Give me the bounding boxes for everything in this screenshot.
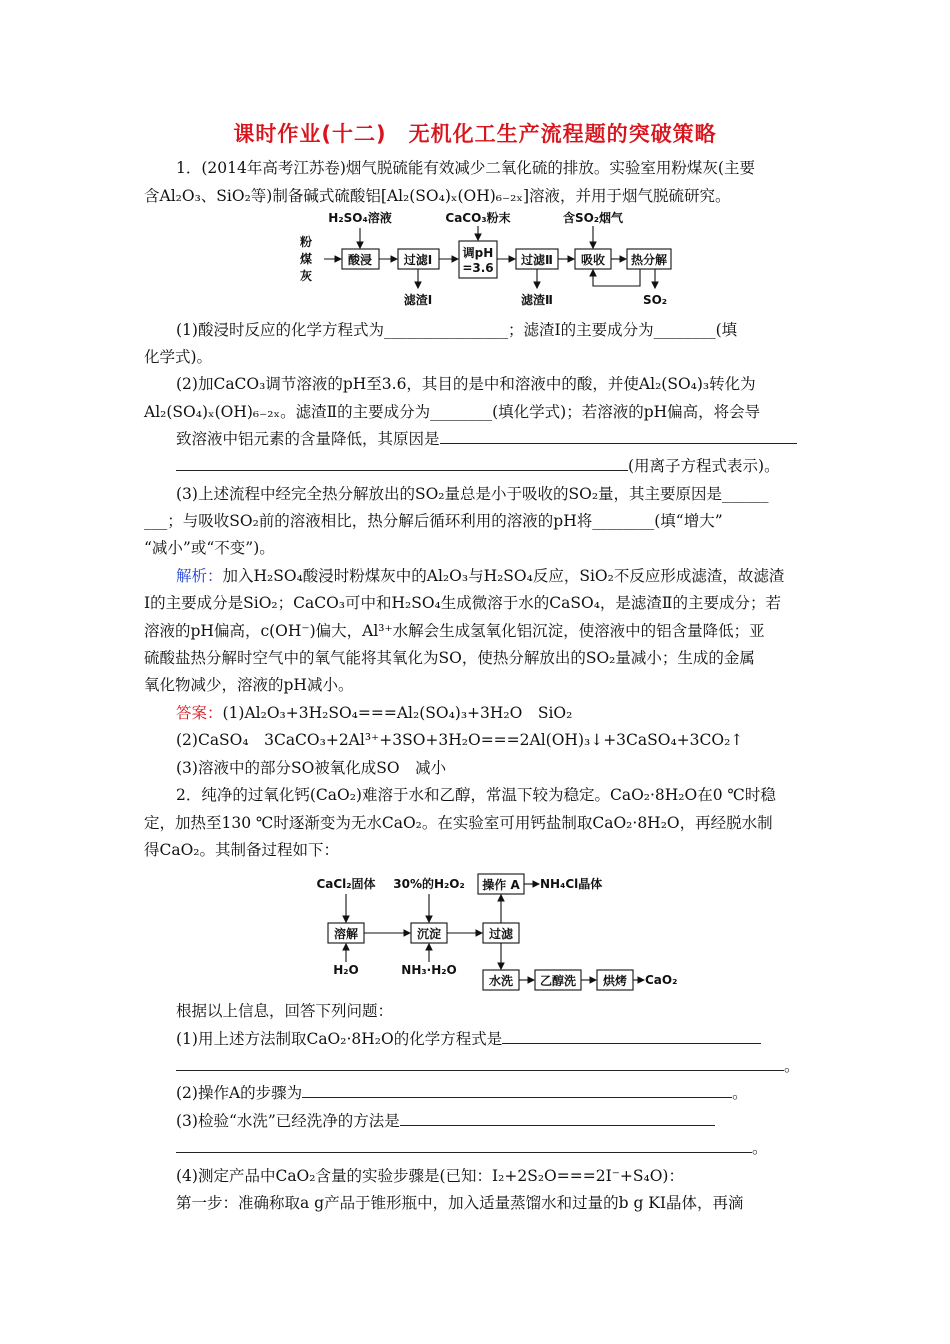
q1-part2-line3 bbox=[176, 429, 797, 449]
q2-box1-label: 溶解 bbox=[333, 927, 359, 941]
q1-analysis-line4: 硫酸盐热分解时空气中的氧气能将其氧化为SO，使热分解放出的SO₂量减小；生成的金属 bbox=[144, 649, 755, 667]
q2-part2-line bbox=[176, 1083, 748, 1103]
answer-blank[interactable] bbox=[176, 1138, 752, 1153]
answer-blank[interactable] bbox=[440, 429, 797, 444]
q2-period-3: 。 bbox=[752, 1139, 768, 1157]
q1-reagent-caco3: CaCO₃粉末 bbox=[445, 211, 511, 225]
q1-analysis-line1 bbox=[176, 566, 784, 586]
q2-period-1: 。 bbox=[784, 1057, 800, 1075]
answer-blank[interactable] bbox=[176, 1056, 784, 1071]
q2-box2-label: 沉淀 bbox=[416, 927, 442, 941]
answer-blank[interactable] bbox=[400, 1111, 715, 1126]
answer-blank[interactable] bbox=[176, 456, 628, 471]
q1-answer-line1 bbox=[176, 703, 572, 723]
q1-out-residue1: 滤渣Ⅰ bbox=[403, 293, 433, 307]
q2-box6-label: 乙醇洗 bbox=[539, 974, 577, 988]
q2-input-water: H₂O bbox=[333, 963, 359, 977]
analysis-label: 解析： bbox=[176, 567, 223, 585]
q1-part2-line1: (2)加CaCO₃调节溶液的pH至3.6，其目的是中和溶液中的酸，并使Al₂(SO₄)₃转化为 bbox=[176, 375, 756, 393]
q1-box3-label-a: 调pH bbox=[462, 246, 494, 260]
q1-part3-line3: “减小”或“不变”)。 bbox=[144, 539, 275, 557]
q2-part2-text: (2)操作A的步骤为 bbox=[176, 1084, 303, 1102]
q1-box3-label-b: =3.6 bbox=[462, 261, 494, 275]
q2-box7-label: 烘烤 bbox=[602, 974, 628, 988]
q1-out-residue2: 滤渣Ⅱ bbox=[521, 293, 553, 307]
q1-analysis-line3: 溶液的pH偏高，c(OH⁻)偏大，Al³⁺水解会生成氢氧化铝沉淀，使溶液中的铝含量降低；亚 bbox=[144, 622, 765, 640]
q1-part2-line4 bbox=[176, 456, 780, 476]
q2-input-cacl2: CaCl₂固体 bbox=[316, 877, 376, 891]
q2-out-cao2: CaO₂ bbox=[645, 973, 678, 987]
q1-analysis-line2: Ⅰ的主要成分是SiO₂；CaCO₃可中和H₂SO₄生成微溶于水的CaSO₄，是滤渣Ⅱ的主要成分；若 bbox=[144, 594, 781, 612]
q1-feed-3: 灰 bbox=[300, 269, 313, 283]
q2-part1-line1 bbox=[176, 1029, 761, 1049]
q2-part1-text: (1)用上述方法制取CaO₂·8H₂O的化学方程式是 bbox=[176, 1030, 503, 1048]
q1-box6-label: 热分解 bbox=[630, 253, 668, 267]
q2-part3-line1 bbox=[176, 1111, 715, 1131]
q1-reagent-so2-gas: 含SO₂烟气 bbox=[562, 211, 624, 225]
q1-part3-line2: ___；与吸收SO₂前的溶液相比，热分解后循环利用的溶液的pH将________(填“增大” bbox=[144, 512, 723, 530]
q1-analysis-line5: 氧化物减少，溶液的pH减小。 bbox=[144, 676, 354, 694]
q1-box4-label: 过滤Ⅱ bbox=[521, 253, 553, 267]
q2-intro: 根据以上信息，回答下列问题： bbox=[176, 1002, 394, 1020]
q2-input-h2o2: 30%的H₂O₂ bbox=[393, 877, 465, 891]
q1-box2-label: 过滤Ⅰ bbox=[403, 253, 433, 267]
q1-part2-line3-text: 致溶液中铝元素的含量降低，其原因是 bbox=[176, 430, 440, 448]
q2-stem-line1: 2．纯净的过氧化钙(CaO₂)难溶于水和乙醇，常温下较为稳定。CaO₂·8H₂O在0 ℃时稳 bbox=[176, 786, 776, 804]
q1-box1-label: 酸浸 bbox=[347, 253, 373, 267]
q2-part3-line2 bbox=[176, 1138, 768, 1158]
q1-feed-1: 粉 bbox=[300, 235, 313, 249]
answer-label: 答案： bbox=[176, 704, 223, 722]
q2-step1-line: 第一步：准确称取a g产品于锥形瓶中，加入适量蒸馏水和过量的b g KI晶体，再滴 bbox=[176, 1194, 744, 1212]
q2-box4-label: 操作 A bbox=[482, 878, 520, 892]
q2-stem-line3: 得CaO₂。其制备过程如下： bbox=[144, 841, 340, 859]
q1-answer-line2: (2)CaSO₄ 3CaCO₃+2Al³⁺+3SO+3H₂O===2Al(OH)₃↓+3CaSO₄+3CO₂↑ bbox=[176, 731, 744, 749]
q2-part4-line: (4)测定产品中CaO₂含量的实验步骤是(已知：I₂+2S₂O===2I⁻+S₄O)： bbox=[176, 1167, 684, 1185]
q2-input-ammonia: NH₃·H₂O bbox=[401, 963, 457, 977]
q2-box3-label: 过滤 bbox=[488, 927, 514, 941]
q1-part2-line2: Al₂(SO₄)ₓ(OH)₆₋₂ₓ。滤渣Ⅱ的主要成分为________(填化学式)；若溶液的pH偏高，将会导 bbox=[144, 403, 761, 421]
q1-out-so2: SO₂ bbox=[642, 293, 668, 307]
q2-period-2: 。 bbox=[732, 1084, 748, 1102]
q1-box5-label: 吸收 bbox=[580, 253, 606, 267]
q2-out-nh4cl: NH₄Cl晶体 bbox=[540, 877, 603, 891]
page-title: 课时作业(十二) 无机化工生产流程题的突破策略 bbox=[233, 122, 717, 146]
answer-text-1: (1)Al₂O₃+3H₂SO₄===Al₂(SO₄)₃+3H₂O SiO₂ bbox=[222, 704, 573, 722]
q1-reagent-h2so4: H₂SO₄溶液 bbox=[328, 211, 392, 225]
q2-stem-line2: 定，加热至130 ℃时逐渐变为无水CaO₂。在实验室可用钙盐制取CaO₂·8H₂O，再经脱水制 bbox=[144, 814, 773, 832]
answer-blank[interactable] bbox=[302, 1083, 732, 1098]
q1-part1-line1: (1)酸浸时反应的化学方程式为________________；滤渣Ⅰ的主要成分为________(填 bbox=[176, 321, 738, 339]
q2-part1-line2 bbox=[176, 1056, 800, 1076]
q1-part1-line2: 化学式)。 bbox=[144, 348, 213, 366]
q2-flow-diagram bbox=[310, 866, 680, 996]
q1-stem-line1: 1．(2014年高考江苏卷)烟气脱硫能有效减少二氧化硫的排放。实验室用粉煤灰(主要 bbox=[176, 159, 755, 177]
q2-box5-label: 水洗 bbox=[488, 974, 514, 988]
q1-part2-line4-text: (用离子方程式表示)。 bbox=[628, 457, 780, 475]
q1-flow-diagram bbox=[300, 208, 690, 312]
answer-blank[interactable] bbox=[502, 1029, 761, 1044]
q1-part3-line1: (3)上述流程中经完全热分解放出的SO₂量总是小于吸收的SO₂量，其主要原因是______ bbox=[176, 485, 769, 503]
analysis-text-1: 加入H₂SO₄酸浸时粉煤灰中的Al₂O₃与H₂SO₄反应，SiO₂不反应形成滤渣，故滤渣 bbox=[222, 567, 785, 585]
q2-part3-text: (3)检验“水洗”已经洗净的方法是 bbox=[176, 1112, 400, 1130]
q1-stem-line2: 含Al₂O₃、SiO₂等)制备碱式硫酸铝[Al₂(SO₄)ₓ(OH)₆₋₂ₓ]溶液，并用于烟气脱硫研究。 bbox=[144, 187, 731, 205]
q1-feed-2: 煤 bbox=[300, 252, 313, 266]
q1-answer-line3: (3)溶液中的部分SO被氧化成SO 减小 bbox=[176, 759, 447, 777]
